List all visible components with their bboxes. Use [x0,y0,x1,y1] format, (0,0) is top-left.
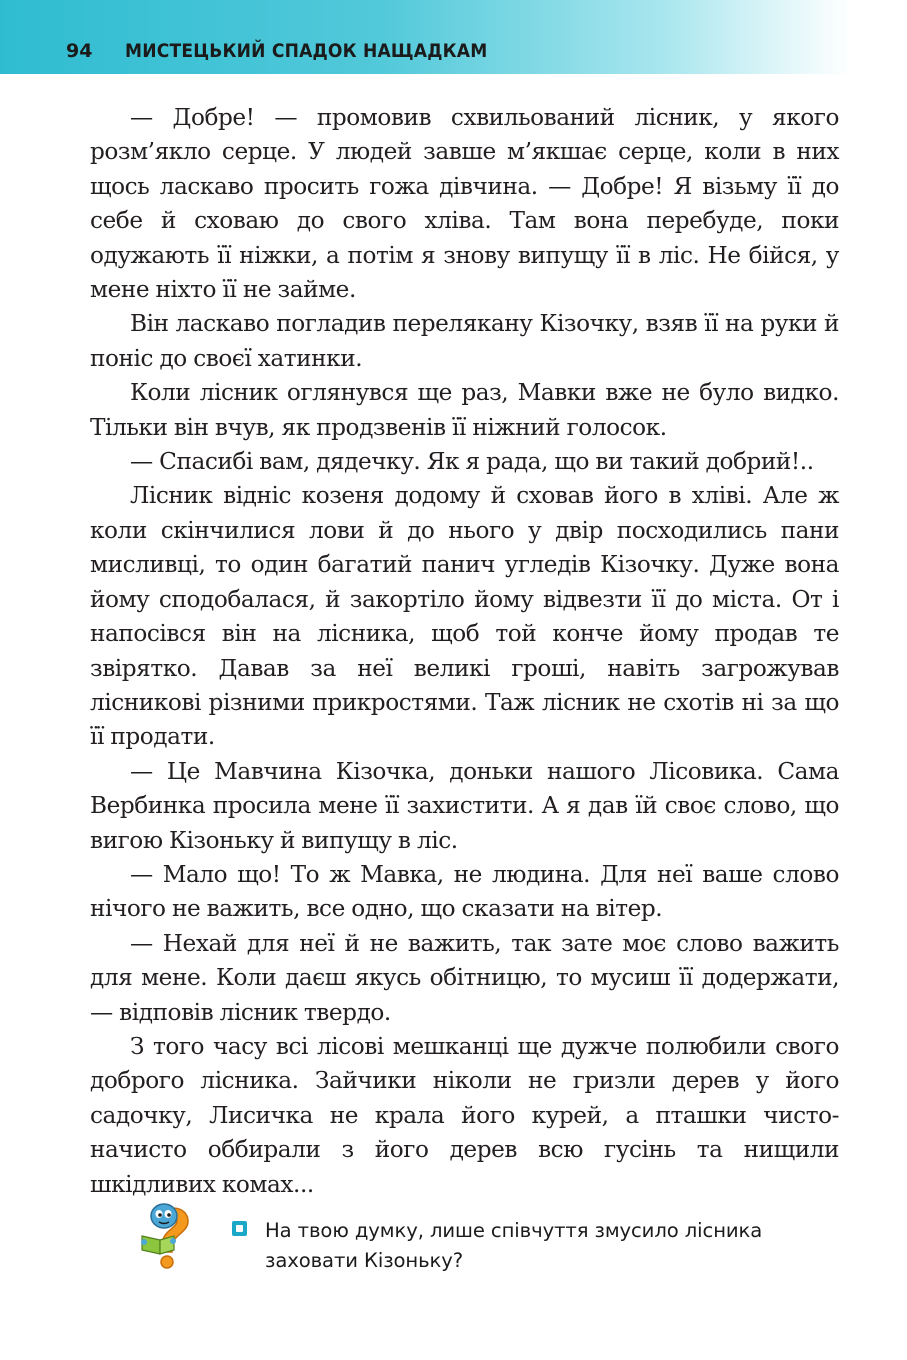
paragraph: — Нехай для неї й не важить, так зате моє слово важить для мене. Коли даєш якусь обітницю, то мусиш її додержати, — відповів лісник твердо. [90,929,839,1026]
page-number: 94 [66,40,93,62]
square-bullet-icon [232,1221,247,1236]
section-title: МИСТЕЦЬКИЙ СПАДОК НАЩАДКАМ [125,40,488,62]
paragraph: Він ласкаво погладив перелякану Кізочку, взяв її на руки й поніс до своєї хатинки. [90,310,839,372]
story-text [90,101,839,1202]
question-text: На твою думку, лише співчуття змусило лісника заховати Кізоньку? [265,1219,763,1272]
question-mark-mascot-icon [134,1196,204,1270]
paragraph: — Спасибі вам, дядечку. Як я рада, що ви такий добрий!.. [130,448,814,476]
paragraph: — Добре! — промовив схвильований лісник, у якого розм’якло серце. У людей завше м’якшає серце, коли в них щось ласкаво просить гожа дівчина. — Добре! Я візьму її до себе й сховаю до свого хліва. Там вона перебуде, поки одужають її ніжки, а потім я знову випущу її в ліс. Не бійся, у мене ніхто її не займе. [90,104,839,304]
paragraph: З того часу всі лісові мешканці ще дужче полюбили свого доброго лісника. Зайчики ніколи не гризли дерев у його садочку, Лисичка не крала його курей, а пташки чисто-начисто оббирали з його дерев всю гусінь та нищили шкідливих комах... [90,1032,839,1198]
paragraph: Лісник відніс козеня додому й сховав його в хліві. Але ж коли скінчилися лови й до нього у двір посходились пани мисливці, то один багатий панич угледів Кізочку. Дуже вона йому сподобалася, й закортіло йому відвезти її до міста. От і напосівся він на лісника, щоб той конче йому продав те звірятко. Давав за неї великі гроші, навіть загрожував лісникові різними прикростями. Таж лісник не схотів ні за що її продати. [90,482,839,751]
paragraph: — Мало що! То ж Мавка, не людина. Для неї ваше слово нічого не важить, все одно, що сказати на вітер. [90,860,839,923]
page-header-band [0,0,850,74]
paragraph: — Це Мавчина Кізочка, доньки нашого Лісовика. Сама Вербинка просила мене її захистити. А я дав їй своє слово, що вигою Кізоньку й випущу в ліс. [90,757,839,854]
discussion-question [232,1216,840,1276]
paragraph: Коли лісник оглянувся ще раз, Мавки вже не було видко. Тільки він вчув, як продзвенів її ніжний голосок. [90,379,839,441]
